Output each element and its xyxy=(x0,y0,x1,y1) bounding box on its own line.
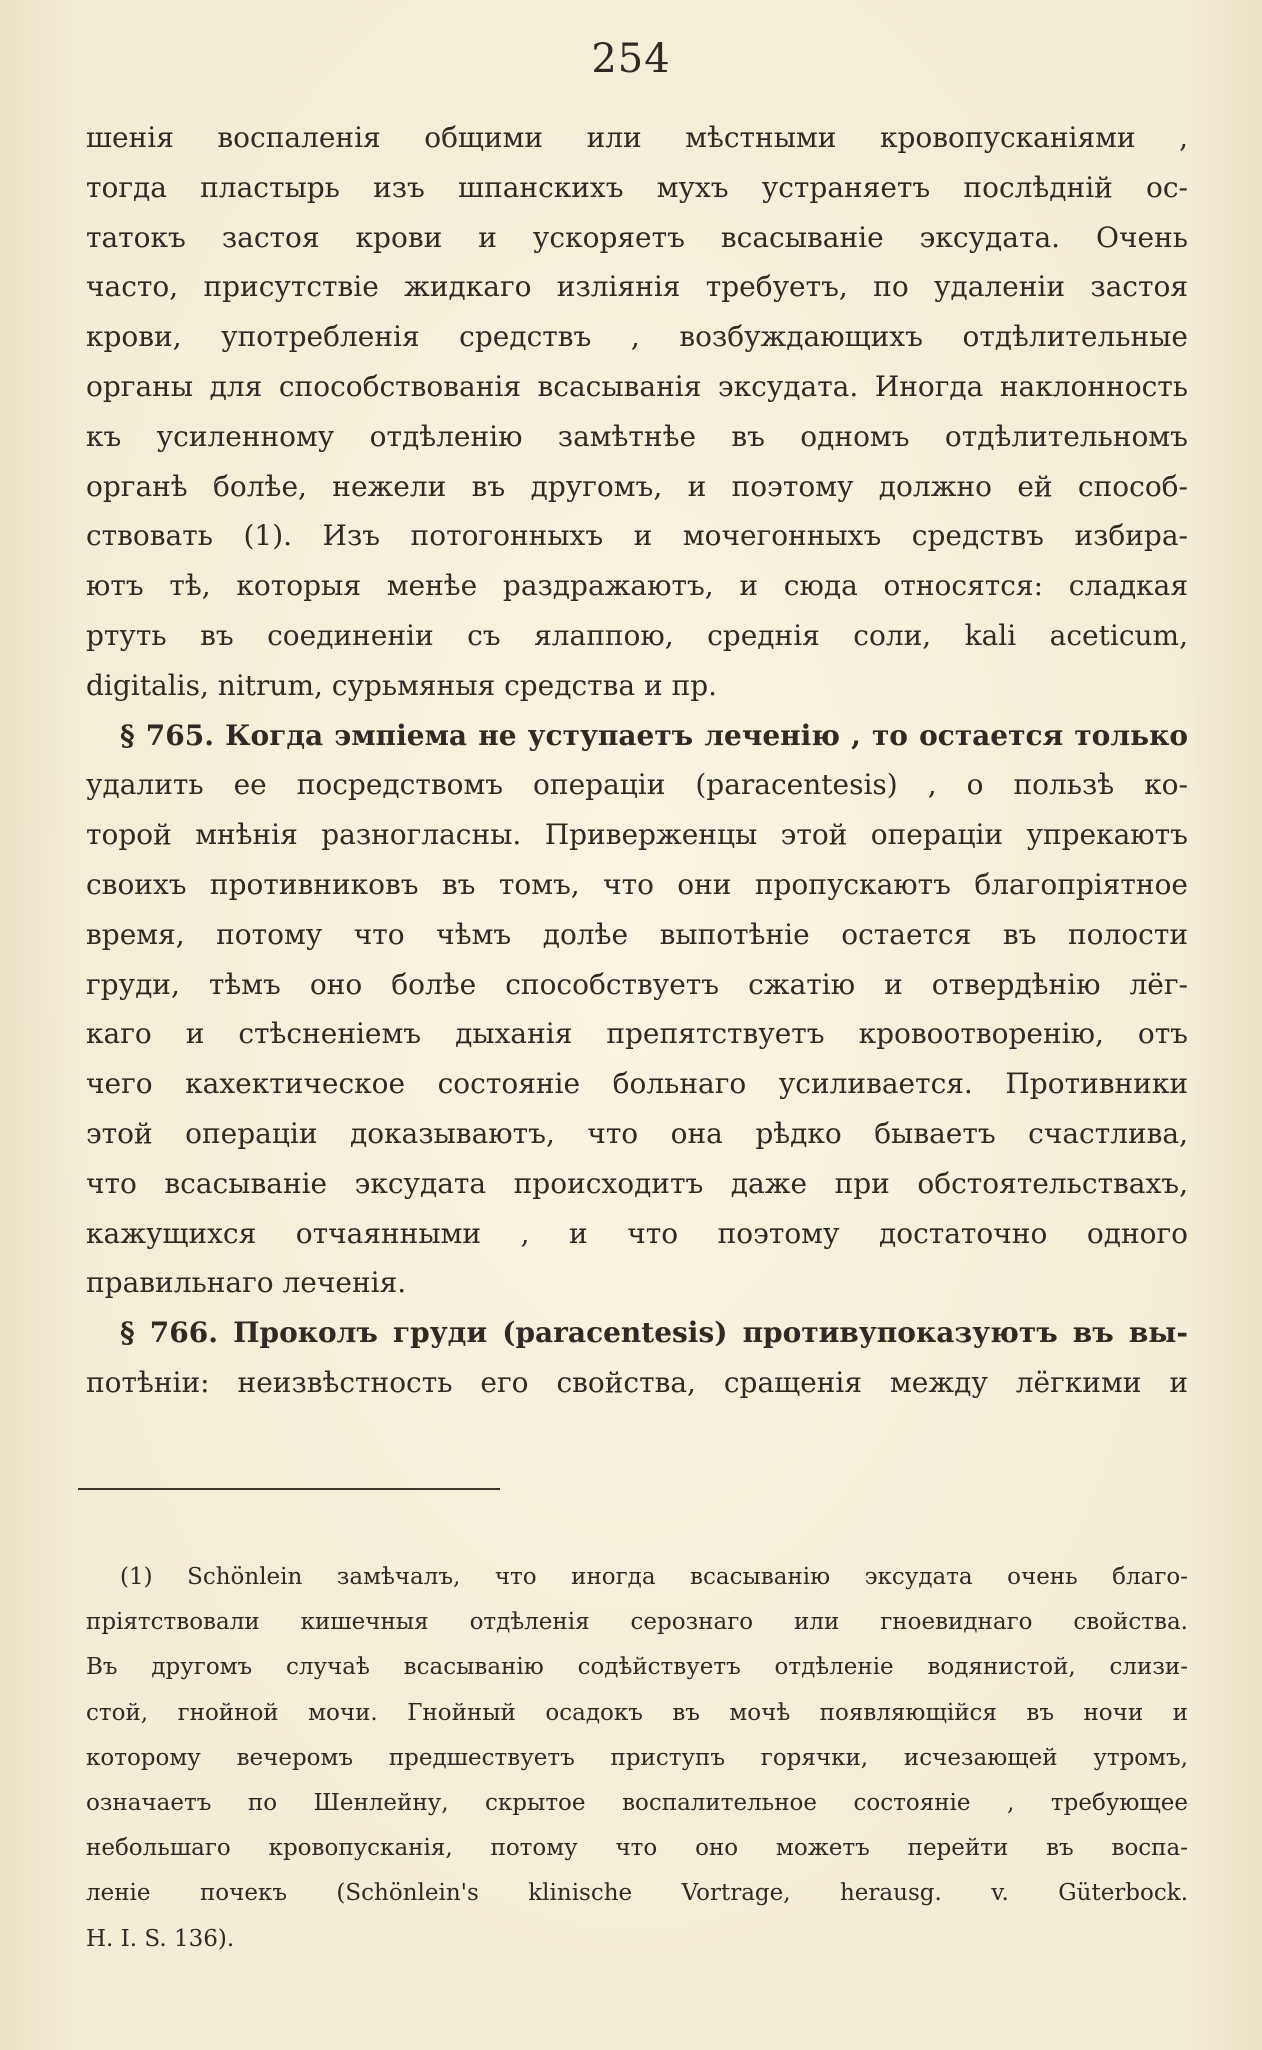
text-line: органѣ болѣе, нежели въ другомъ, и поэтому должно ей способ- xyxy=(86,469,1188,503)
main-text xyxy=(86,113,1188,1408)
text-line: къ усиленному отдѣленію замѣтнѣе въ одномъ отдѣлительномъ xyxy=(86,419,1188,453)
text-line: ютъ тѣ, которыя менѣе раздражаютъ, и сюда относятся: сладкая xyxy=(86,569,1188,603)
text-line: органы для способствованія всасыванія эксудата. Иногда наклонность xyxy=(86,369,1188,403)
text-line: крови, употребленія средствъ , возбуждающихъ отдѣлительные xyxy=(86,320,1188,354)
text-line: тогда пластырь изъ шпанскихъ мухъ устраняетъ послѣдній ос- xyxy=(86,170,1188,204)
footnote-line: Въ другомъ случаѣ всасыванію содѣйствуетъ отдѣленіе водянистой, слизи- xyxy=(86,1654,1188,1681)
footnote-line: стой, гнойной мочи. Гнойный осадокъ въ мочѣ появляющійся въ ночи и xyxy=(86,1699,1188,1726)
text-line: ствовать (1). Изъ потогонныхъ и мочегонныхъ средствъ избира- xyxy=(86,519,1188,553)
text-line: кажущихся отчаянными , и что поэтому достаточно одного xyxy=(86,1216,1188,1250)
text-line: груди, тѣмъ оно болѣе способствуетъ сжатію и отвердѣнію лёг- xyxy=(86,967,1188,1001)
footnote-line: леніе почекъ (Schönlein's klinische Vortrage, herausg. v. Güterbock. xyxy=(86,1880,1188,1907)
text-line: часто, присутствіе жидкаго изліянія требуетъ, по удаленіи застоя xyxy=(86,270,1188,304)
text-line: digitalis, nitrum, сурьмяныя средства и пр. xyxy=(86,668,718,702)
text-line: этой операціи доказываютъ, что она рѣдко бываетъ счастлива, xyxy=(86,1116,1188,1150)
text-line: своихъ противниковъ въ томъ, что они пропускаютъ благопріятное xyxy=(86,867,1188,901)
text-line: удалить ее посредствомъ операціи (paracentesis) , о пользѣ ко- xyxy=(86,768,1188,802)
section-766-start: § 766. Проколъ груди (paracentesis) противупоказуютъ въ вы- xyxy=(120,1316,1188,1350)
text-line: татокъ застоя крови и ускоряетъ всасываніе эксудата. Очень xyxy=(86,220,1188,254)
text-line: что всасываніе эксудата происходитъ даже при обстоятельствахъ, xyxy=(86,1166,1188,1200)
text-line: шенія воспаленія общими или мѣстными кровопусканіями , xyxy=(86,121,1188,154)
text-line: правильнаго леченія. xyxy=(86,1266,407,1300)
footnote-divider xyxy=(78,1488,500,1490)
text-line: каго и стѣсненіемъ дыханія препятствуетъ кровоотворенію, отъ xyxy=(86,1017,1188,1051)
section-765-start: § 765. Когда эмпіема не уступаетъ леченію , то остается только xyxy=(120,718,1188,752)
footnote-line: H. I. S. 136). xyxy=(86,1925,235,1952)
text-line: чего кахектическое состояніе больнаго усиливается. Противники xyxy=(86,1067,1188,1101)
footnote-line: небольшаго кровопусканія, потому что оно можетъ перейти въ воспа- xyxy=(86,1835,1188,1862)
footnote-line: (1) Schönlein замѣчалъ, что иногда всасыванію эксудата очень благо- xyxy=(120,1564,1188,1590)
text-line: потѣніи: неизвѣстность его свойства, сращенія между лёгкими и xyxy=(86,1365,1188,1399)
footnote-line: пріятствовали кишечныя отдѣленія сeрознаго или гноевиднаго свойства. xyxy=(86,1609,1188,1636)
text-line: время, потому что чѣмъ долѣе выпотѣніе остается въ полости xyxy=(86,917,1188,951)
footnote xyxy=(86,1555,1188,1962)
text-line: ртуть въ соединеніи съ ялаппою, среднія соли, kali aceticum, xyxy=(86,618,1188,652)
text-line: торой мнѣнія разногласны. Приверженцы этой операціи упрекаютъ xyxy=(86,818,1188,852)
footnote-line: означаетъ по Шенлейну, скрытое воспалительное состояніе , требующее xyxy=(86,1789,1188,1816)
footnote-line: которому вечеромъ предшествуетъ приступъ горячки, исчезающей утромъ, xyxy=(86,1744,1188,1771)
page-number: 254 xyxy=(591,36,671,82)
